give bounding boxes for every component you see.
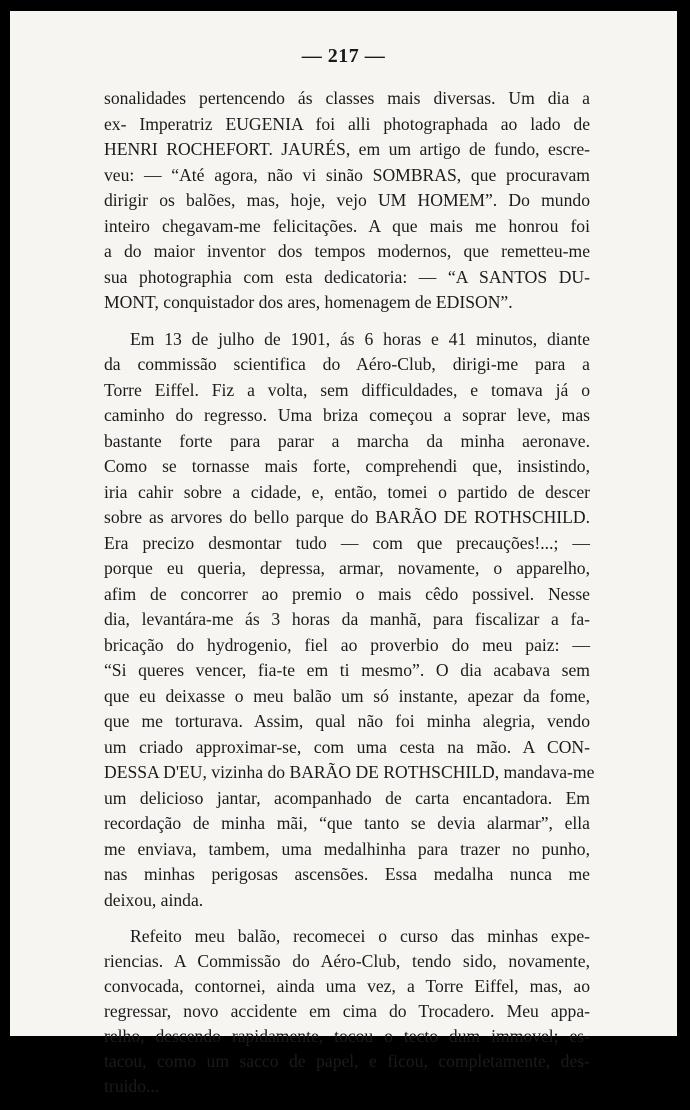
text-line: dirigir os balões, mas, hoje, vejo UM HOMEM”. Do mundo bbox=[104, 190, 590, 210]
text-line: a do maior inventor dos tempos modernos, que remetteu-me bbox=[104, 241, 590, 261]
text-line: Refeito meu balão, recomecei o curso das minhas expe- bbox=[130, 926, 590, 946]
text-line: relho, descendo rapidamente, tocou o tecto dum immovel; es- bbox=[104, 1026, 590, 1046]
text-line: que me torturava. Assim, qual não foi minha alegria, vendo bbox=[104, 711, 590, 731]
book-page bbox=[10, 11, 677, 1096]
text-line: truido... bbox=[104, 1076, 160, 1096]
text-line: tacou, como um sacco de papel, e ficou, completamente, des- bbox=[104, 1051, 590, 1071]
text-line: regressar, novo accidente em cima do Trocadero. Meu appa- bbox=[104, 1001, 590, 1021]
text-line: iria cahir sobre a cidade, e, então, tomei o partido de descer bbox=[104, 481, 590, 502]
text-line: ex- Imperatriz EUGENIA foi alli photographada ao lado de bbox=[104, 113, 590, 134]
text-line: veu: — “Até agora, não vi sinão SOMBRAS, que procuravam bbox=[104, 164, 590, 185]
page-number: — 217 — bbox=[301, 45, 386, 67]
paragraph-2 bbox=[104, 327, 595, 914]
text-line: nas minhas perigosas ascensões. Essa medalha nunca me bbox=[104, 864, 590, 884]
text-line: inteiro chegavam-me felicitações. A que mais me honrou foi bbox=[104, 215, 590, 236]
text-line: deixou, ainda. bbox=[104, 889, 204, 910]
text-line: Torre Eiffel. Fiz a volta, sem difficuldades, e tomava já o bbox=[104, 379, 590, 400]
text-line: Era precizo desmontar tudo — com que precauções!...; — bbox=[104, 532, 590, 553]
text-line: riencias. A Commissão do Aéro-Club, tendo sido, novamente, bbox=[104, 951, 590, 971]
text-line: dia, levantára-me ás 3 horas da manhã, para fiscalizar a fa- bbox=[104, 609, 590, 629]
text-line: HENRI ROCHEFORT. JAURÉS, em um artigo de fundo, escre- bbox=[104, 139, 590, 159]
text-line: convocada, contornei, ainda uma vez, a Torre Eiffel, mas, ao bbox=[104, 976, 590, 996]
text-line: DESSA D'EU, vizinha do BARÃO DE ROTHSCHILD, mandava-me bbox=[104, 762, 595, 782]
paragraph-3 bbox=[104, 924, 590, 1099]
text-line: sua photographia com esta dedicatoria: — “A SANTOS DU- bbox=[104, 266, 590, 287]
text-line: da commissão scientifica do Aéro-Club, dirigi-me para a bbox=[104, 354, 590, 374]
text-line: Como se tornasse mais forte, comprehendi que, insistindo, bbox=[104, 456, 590, 476]
text-line: afim de concorrer ao premio o mais cêdo possivel. Nesse bbox=[104, 583, 590, 604]
text-line: sobre as arvores do bello parque do BARÃO DE ROTHSCHILD. bbox=[104, 507, 590, 527]
text-line: Em 13 de julho de 1901, ás 6 horas e 41 minutos, diante bbox=[130, 328, 590, 349]
text-line: me enviava, tambem, uma medalhinha para trazer no punho, bbox=[104, 838, 590, 859]
text-line: sonalidades pertencendo ás classes mais diversas. Um dia a bbox=[104, 88, 590, 108]
text-line: um delicioso jantar, acompanhado de carta encantadora. Em bbox=[104, 787, 590, 808]
text-line: bastante forte para parar a marcha da minha aeronave. bbox=[104, 430, 590, 451]
text-line: um criado approximar-se, com uma cesta na mão. A CON- bbox=[104, 736, 590, 757]
text-line: caminho do regresso. Uma briza começou a soprar leve, mas bbox=[104, 405, 590, 425]
text-line: recordação de minha mãi, “que tanto se devia alarmar”, ella bbox=[104, 813, 590, 833]
text-line: porque eu queria, depressa, armar, novamente, o apparelho, bbox=[104, 558, 590, 578]
text-line: que eu deixasse o meu balão um só instante, apezar da fome, bbox=[104, 685, 590, 706]
text-line: MONT, conquistador dos ares, homenagem de EDISON”. bbox=[104, 292, 513, 312]
body-text bbox=[104, 86, 595, 1110]
text-line: “Si queres vencer, fia-te em ti mesmo”. O dia acabava sem bbox=[104, 660, 590, 680]
text-line: bricação do hydrogenio, fiel ao proverbio do meu paiz: — bbox=[104, 634, 590, 655]
paragraph-1 bbox=[104, 86, 590, 316]
